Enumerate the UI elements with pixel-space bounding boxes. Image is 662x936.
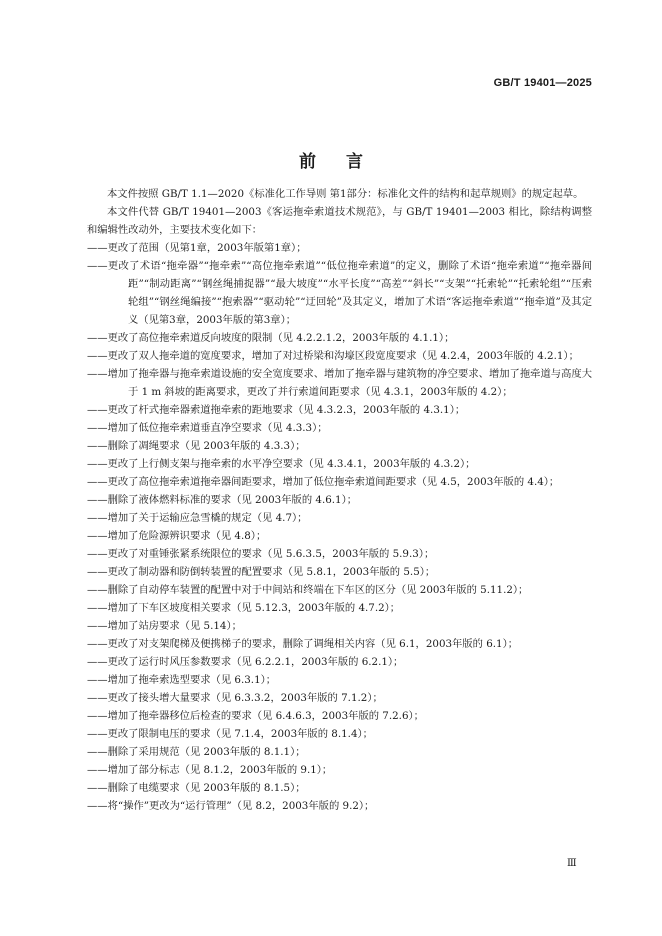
list-item: ——增加了关于运输应急雪橇的规定（见 4.7）； [87,512,308,524]
intro-paragraph-2: 本文件代替 GB/T 19401—2003《客运拖牵索道技术规范》，与 GB/T 19401—2003 相比，除结构调整和编辑性改动外，主要技术变化如下： [87,206,592,236]
list-item: ——更改了对支架爬梯及便携梯子的要求，删除了调绳相关内容（见 6.1，2003年版的 6.1）； [87,638,519,650]
document-code: GB/T 19401—2025 [493,77,592,89]
list-item: ——增加了站房要求（见 5.14）； [87,620,242,632]
list-item: ——更改了限制电压的要求（见 7.1.4，2003年版的 8.1.4）； [87,728,373,740]
list-item: ——删除了电缆要求（见 2003年版的 8.1.5）； [87,782,306,794]
page-title: 前言 [299,152,393,173]
list-item: ——更改了对重锤张紧系统限位的要求（见 5.6.3.5，2003年版的 5.9.3）； [87,548,435,560]
list-item: ——更改了上行侧支架与拖牵索的水平净空要求（见 4.3.4.1，2003年版的 4.3.2）； [87,458,476,470]
list-item: ——删除了自动停车装置的配置中对于中间站和终端在下车区的区分（见 2003年版的 5.11.2）； [87,584,529,596]
list-item: ——更改了范围（见第1章，2003年版第1章）； [87,242,307,254]
intro-paragraph-1: 本文件按照 GB/T 1.1—2020《标准化工作导则 第1部分：标准化文件的结构和起草规则》的规定起草。 [107,188,584,200]
list-item: ——删除了采用规范（见 2003年版的 8.1.1）； [87,746,306,758]
list-item: ——增加了下车区坡度相关要求（见 5.12.3，2003年版的 4.7.2）； [87,602,401,614]
list-item: ——增加了部分标志（见 8.1.2，2003年版的 9.1）； [87,764,333,776]
list-item: ——更改了双人拖牵道的宽度要求，增加了对过桥梁和沟壕区段宽度要求（见 4.2.4，2003年版的 4.2.1）； [87,350,579,362]
list-item: ——更改了高位拖牵索道反向坡度的限制（见 4.2.2.1.2，2003年版的 4.1.1）； [87,332,455,344]
list-item: ——增加了拖牵器移位后检查的要求（见 6.4.6.3，2003年版的 7.2.6）； [87,710,424,722]
list-item: ——更改了运行时风压参数要求（见 6.2.2.1，2003年版的 6.2.1）； [87,656,404,668]
list-item: ——更改了制动器和防倒转装置的配置要求（见 5.8.1，2003年版的 5.5）； [87,566,436,578]
list-item: ——更改了接头增大量要求（见 6.3.3.2，2003年版的 7.1.2）； [87,692,383,704]
page-number: Ⅲ [567,858,577,869]
list-item: ——将“操作”更改为“运行管理”（见 8.2，2003年版的 9.2）； [87,800,375,812]
list-item: ——增加了低位拖牵索道垂直净空要求（见 4.3.3）； [87,422,328,434]
list-item: ——删除了凋绳要求（见 2003年版的 4.3.3）； [87,440,306,452]
list-item: ——增加了拖牵器与拖牵索道设施的安全宽度要求、增加了拖牵器与建筑物的净空要求、增加了拖牵道与高度大于 1 m 斜坡的距离要求，更改了并行索道间距要求（见 4.3.1，2003年版的 4.2）； [87,368,592,398]
list-item: ——更改了高位拖牵索道拖牵器间距要求，增加了低位拖牵索道间距要求（见 4.5，2003年版的 4.4）； [87,476,560,488]
list-item: ——增加了拖牵索选型要求（见 6.3.1）； [87,674,277,686]
list-item: ——更改了杆式拖牵器索道拖牵索的距地要求（见 4.3.2.3，2003年版的 4.3.1）； [87,404,466,416]
list-item: ——删除了液体燃料标准的要求（见 2003年版的 4.6.1）； [87,494,358,506]
list-item: ——增加了危险源辨识要求（见 4.8）； [87,530,267,542]
technical-changes-list [87,239,592,815]
foreword-body [87,185,592,815]
list-item: ——更改了术语“拖牵器”“拖牵索”“高位拖牵索道”“低位拖牵索道”的定义，删除了术语“拖牵索道”“拖牵器间距”“制动距离”“钢丝绳捕捉器”“最大坡度”“水平长度”“高差”“斜长”“支架”“托索轮”“托索轮组”“压索轮组”“钢丝绳编接”“抱索器”“驱动轮”“迂回轮”及其定义，增加了术语“客运拖牵索道”“拖牵道”及其定义（见第3章，2003年版的第3章）； [87,260,592,326]
